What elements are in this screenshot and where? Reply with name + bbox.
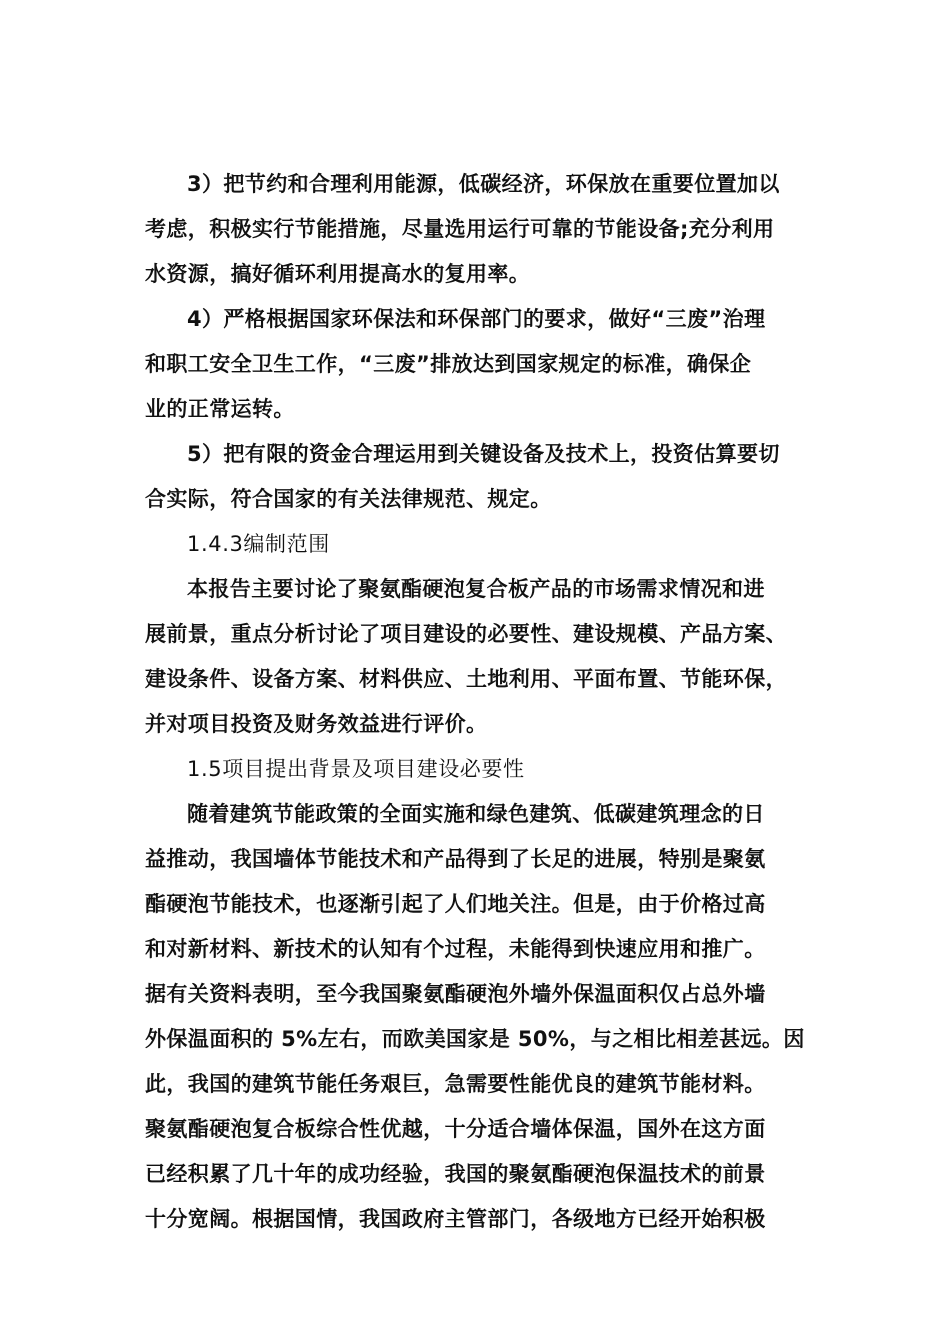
document-body [145, 162, 825, 1242]
text-line: 展前景，重点分析讨论了项目建设的必要性、建设规模、产品方案、 [145, 622, 787, 646]
text-line: 据有关资料表明，至今我国聚氨酯硬泡外墙外保温面积仅占总外墙 [145, 982, 766, 1006]
text-line: 益推动，我国墙体节能技术和产品得到了长足的进展，特别是聚氨 [145, 847, 766, 871]
text-line: 本报告主要讨论了聚氨酯硬泡复合板产品的市场需求情况和进 [187, 577, 765, 601]
text-line: 合实际，符合国家的有关法律规范、规定。 [145, 487, 552, 511]
text-line: 和职工安全卫生工作，“三废”排放达到国家规定的标准，确保企 [145, 352, 752, 376]
section-heading: 1.4.3编制范围 [187, 532, 330, 556]
text-line: 此，我国的建筑节能任务艰巨，急需要性能优良的建筑节能材料。 [145, 1072, 766, 1096]
section-heading: 1.5项目提出背景及项目建设必要性 [187, 757, 525, 781]
text-line: 十分宽阔。根据国情，我国政府主管部门，各级地方已经开始积极 [145, 1207, 766, 1231]
text-line: 并对项目投资及财务效益进行评价。 [145, 712, 488, 736]
text-line: 酯硬泡节能技术，也逐渐引起了人们地关注。但是，由于价格过高 [145, 892, 766, 916]
text-line: 建设条件、设备方案、材料供应、土地利用、平面布置、节能环保， [145, 667, 787, 691]
text-line: 3）把节约和合理利用能源，低碳经济，环保放在重要位置加以 [187, 172, 780, 196]
text-line: 业的正常运转。 [145, 397, 295, 421]
text-line: 随着建筑节能政策的全面实施和绿色建筑、低碳建筑理念的日 [187, 802, 765, 826]
text-line: 5）把有限的资金合理运用到关键设备及技术上，投资估算要切 [187, 442, 780, 466]
text-line: 聚氨酯硬泡复合板综合性优越，十分适合墙体保温，国外在这方面 [145, 1117, 766, 1141]
text-line: 考虑，积极实行节能措施，尽量选用运行可靠的节能设备;充分利用 [145, 217, 775, 241]
text-line: 和对新材料、新技术的认知有个过程，未能得到快速应用和推广。 [145, 937, 766, 961]
text-line: 外保温面积的 5%左右，而欧美国家是 50%，与之相比相差甚远。因 [145, 1027, 805, 1051]
text-line: 4）严格根据国家环保法和环保部门的要求，做好“三废”治理 [187, 307, 766, 331]
text-line: 已经积累了几十年的成功经验，我国的聚氨酯硬泡保温技术的前景 [145, 1162, 766, 1186]
text-line: 水资源，搞好循环利用提高水的复用率。 [145, 262, 531, 286]
